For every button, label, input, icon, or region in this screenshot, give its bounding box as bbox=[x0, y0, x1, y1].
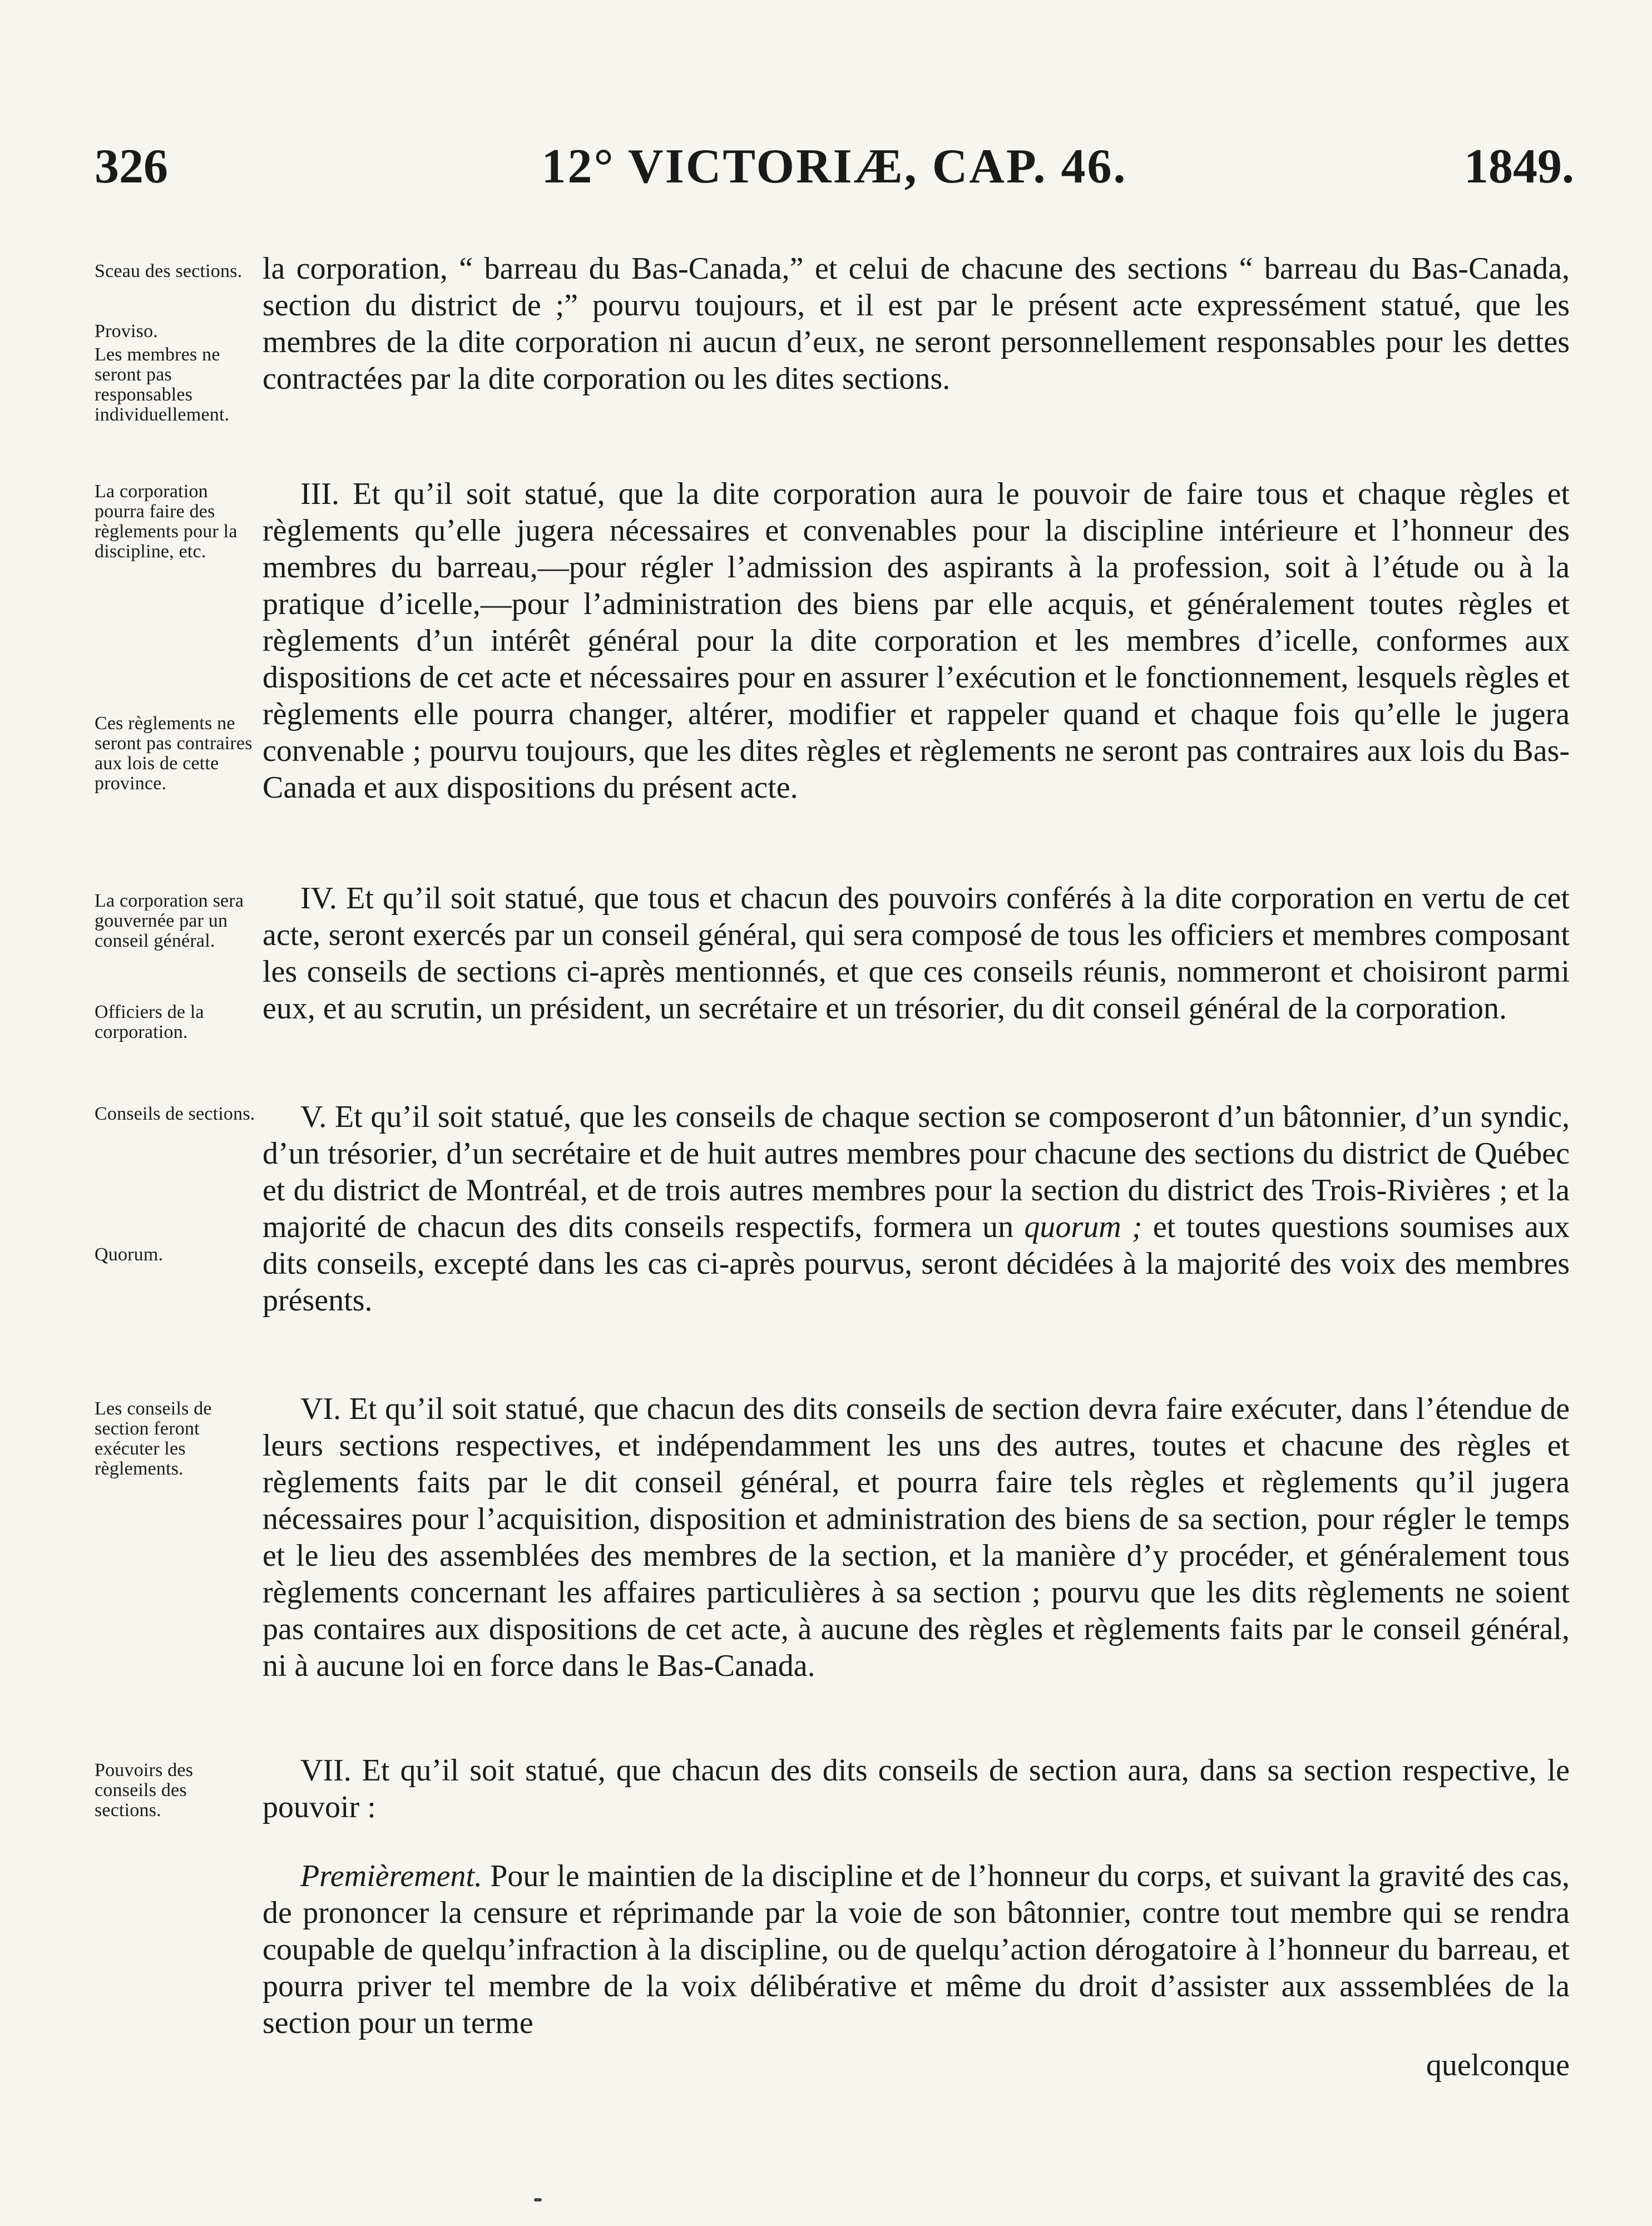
section-IV bbox=[263, 880, 1570, 1027]
paragraph-vii: VII. Et qu’il soit statué, que chacun des dits conseils de section aura, dans sa section respective, le pouvoir : bbox=[263, 1753, 1570, 1824]
section-VII bbox=[263, 1752, 1570, 1826]
year: 1849. bbox=[1464, 140, 1574, 194]
catchword: quelconque bbox=[1426, 2048, 1570, 2082]
margin-note-contraires: Ces règlements ne seront pas contraires aux lois de cette province. bbox=[95, 713, 253, 794]
margin-note-conseils: Conseils de sections. bbox=[95, 1104, 255, 1124]
quorum-italic: quorum ; bbox=[1024, 1210, 1142, 1244]
page-mark bbox=[534, 2198, 542, 2202]
margin-note-reglements: La corporation pourra faire des règlements pour la discipline, etc. bbox=[95, 481, 238, 562]
section-VI bbox=[263, 1391, 1570, 1684]
margin-note-officiers: Officiers de la corporation. bbox=[95, 1002, 204, 1042]
margin-note-proviso: Proviso. bbox=[95, 321, 159, 342]
section-V bbox=[263, 1099, 1570, 1319]
paragraph-iii: III. Et qu’il soit statué, que la dite corporation aura le pouvoir de faire tous et chaque règles et règlements qu’elle jugera nécessaires et convenables pour la discipline intérieure et l’honneur des membres du barreau,—pour régler l’admission des aspirants à la profession, soit à l’étude ou à la pratique d’icelle,—pour l’administration des biens par elle acquis, et généralement toutes règles et règlements d’un intérêt général pour la dite corporation et les membres d’icelle, conformes aux dispositions de cet acte et nécessaires pour en assurer l’exécution et le fonctionnement, lesquels règles et règlements elle pourra changer, altérer, modifier et rappeler quand et chaque fois qu’elle le jugera convenable ; pourvu toujours, que les dites règles et règlements ne seront pas contraires aux lois du Bas-Canada et aux dispositions du présent acte. bbox=[263, 477, 1570, 805]
section-VII-premierement bbox=[263, 1858, 1570, 2041]
paragraph-v-text: V. Et qu’il soit statué, que les conseils de chaque section se composeront d’un bâtonnier, d’un syndic, d’un trésorier, d’un secrétaire et de huit autres membres pour chacune des sections du district de Québec et du district de Montréal, et de trois autres membres pour la section du district des Trois-Rivières ; et la majorité de chacun des dits conseils respectifs, formera un bbox=[263, 1100, 1570, 1244]
paragraph-continuation: la corporation, “ barreau du Bas-Canada,” et celui de chacune des sections “ barreau du Bas-Canada, section du district de ;” pourvu toujours, et il est par le présent acte expressément statué, que les membres de la dite corporation ni aucun d’eux, ne seront personnellement responsables pour les dettes contractées par la dite corporation ou les dites sections. bbox=[263, 251, 1570, 396]
margin-note-quorum: Quorum. bbox=[95, 1244, 164, 1265]
paragraph-iv: IV. Et qu’il soit statué, que tous et chacun des pouvoirs conférés à la dite corporation en vertu de cet acte, seront exercés par un conseil général, qui sera composé de tous les officiers et membres composant les conseils de sections ci-après mentionnés, et que ces conseils réunis, nommeront et choisiront parmi eux, et au scrutin, un président, un secrétaire et un trésorier, du dit conseil général de la corporation. bbox=[263, 881, 1570, 1026]
page-title: 12° VICTORIÆ, CAP. 46. bbox=[541, 140, 1127, 194]
section-III bbox=[263, 476, 1570, 806]
paragraph-vi: VI. Et qu’il soit statué, que chacun des dits conseils de section devra faire exécuter, dans l’étendue de leurs sections respectives, et indépendamment les uns des autres, toutes et chacune des règles et règlements faits par le dit conseil général, et pourra faire tels règles et règlements qu’il jugera nécessaires pour l’acquisition, disposition et administration des biens de sa section, pour régler le temps et le lieu des assemblées des membres de la section, et la manière d’y procéder, et généralement tous règlements concernant les affaires particulières à sa section ; pourvu que les dits règlements ne soient pas contaires aux dispositions de cet acte, à aucune des règles et règlements faits par le conseil général, ni à aucune loi en force dans le Bas-Canada. bbox=[263, 1392, 1570, 1683]
margin-note-conseil-general: La corporation sera gouvernée par un conseil général. bbox=[95, 891, 244, 951]
margin-note-pouvoirs: Pouvoirs des conseils des sections. bbox=[95, 1760, 194, 1821]
page-number: 326 bbox=[95, 140, 168, 194]
premierement-italic: Premièrement. bbox=[300, 1859, 483, 1893]
margin-note-membres: Les membres ne seront pas responsables individuellement. bbox=[95, 344, 230, 425]
paragraph-premierement bbox=[263, 1858, 1570, 2041]
margin-note-sceau: Sceau des sections. bbox=[95, 261, 243, 281]
paragraph-v bbox=[263, 1099, 1570, 1319]
paragraph-premierement-text: Pour le maintien de la discipline et de l’honneur du corps, et suivant la gravité des cas, de prononcer la censure et réprimande par la voie de son bâtonnier, contre tout membre qui se rendra coupable de quelqu’infraction à la discipline, ou de quelqu’action dérogatoire à l’honneur du barreau, et pourra priver tel membre de la voix délibérative et même du droit d’assister aux asssemblées de la section pour un terme bbox=[263, 1859, 1570, 2040]
body-text bbox=[263, 250, 1570, 397]
margin-note-executer: Les conseils de section feront exécuter les règlements. bbox=[95, 1398, 212, 1479]
paragraph-v-rest: et toutes questions soumises aux dits conseils, excepté dans les cas ci-après pourvus, seront décidées à la majorité des voix des membres présents. bbox=[263, 1210, 1570, 1318]
running-header bbox=[95, 133, 1574, 200]
